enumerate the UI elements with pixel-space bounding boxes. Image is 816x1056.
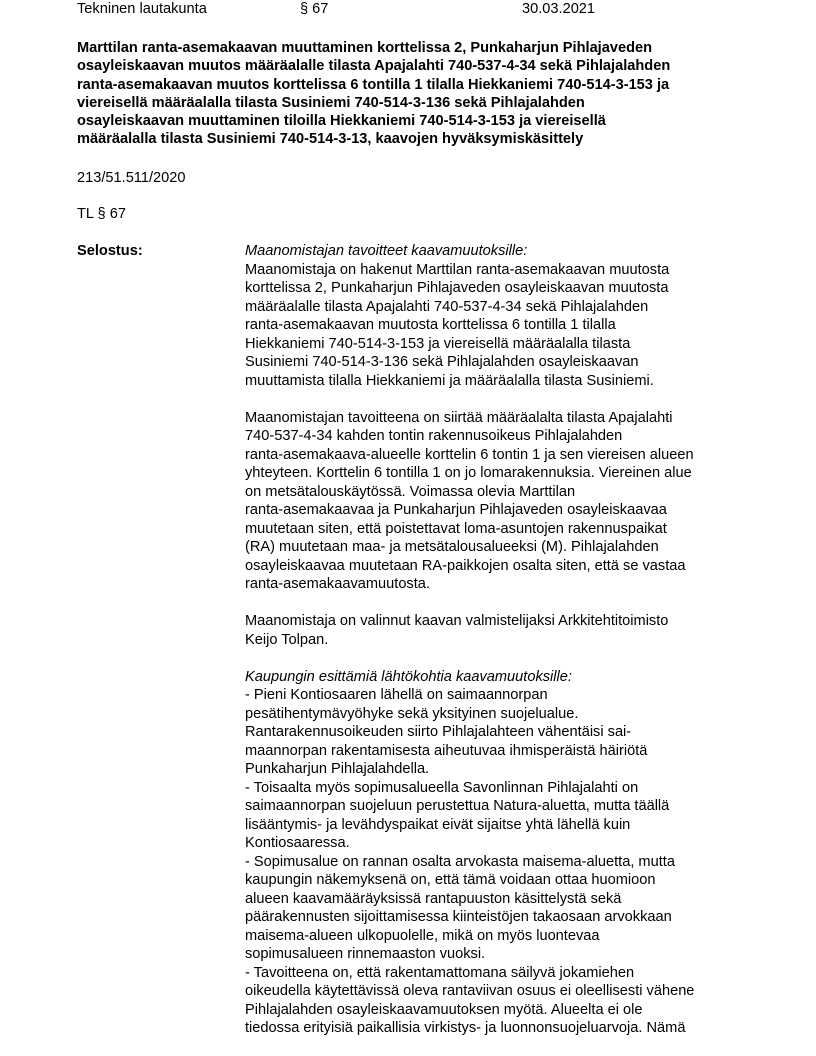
header-section: § 67: [300, 1, 329, 17]
paragraph-spacer: [245, 649, 745, 668]
text-line: Kontiosaaressa.: [245, 835, 350, 851]
text-line: oikeudella käytettävissä oleva rantaviivan osuus ei oleellisesti vähene: [245, 983, 695, 999]
title-line: osayleiskaavan muuttaminen tiloilla Hiekkaniemi 740-514-3-153 ja viereisellä: [77, 113, 606, 130]
title-line: ranta-asemakaavan muutos korttelissa 6 tontilla 1 tilalla Hiekkaniemi 740-514-3-153 ja: [77, 76, 670, 93]
text-line: ranta-asemakaavaa ja Punkaharjun Pihlajaveden osayleiskaavaa: [245, 502, 667, 518]
text-line: Hiekkaniemi 740-514-3-153 ja viereisellä määräalalla tilasta: [245, 335, 631, 352]
title-line: määräalalla tilasta Susiniemi 740-514-3-13, kaavojen hyväksymiskäsittely: [77, 131, 584, 148]
tl-reference: TL § 67: [77, 206, 126, 222]
title-line: viereisellä määräalalla tilasta Susiniemi 740-514-3-136 sekä Pihlajalahden: [77, 94, 585, 111]
header-committee: Tekninen lautakunta: [77, 1, 207, 17]
title-line: osayleiskaavan muutos määräalalle tilasta Apajalahti 740-537-4-34 sekä Pihlajalahden: [77, 58, 671, 75]
text-line: maisema-alueen ulkopuolelle, mikä on myös luontevaa: [245, 927, 600, 944]
text-line: määräalalle tilasta Apajalahti 740-537-4-34 sekä Pihlajalahden: [245, 298, 649, 315]
selostus-body: [245, 242, 745, 1038]
text-line: - Tavoitteena on, että rakentamattomana säilyvä jokamiehen: [245, 964, 635, 981]
text-line: ranta-asemakaavan muutosta korttelissa 6 tontilla 1 tilalla: [245, 317, 616, 333]
text-line: ranta-asemakaavamuutosta.: [245, 576, 430, 592]
text-line: 740-537-4-34 kahden tontin rakennusoikeus Pihlajalahden: [245, 428, 623, 444]
document-title: [77, 39, 757, 149]
text-line: alueen kaavamääräyksissä rantapuuston käsittelystä sekä: [245, 890, 622, 907]
text-line: maannorpan rakentamisesta aiheutuvaa ihmisperäistä häiriötä: [245, 742, 648, 759]
text-line: - Toisaalta myös sopimusalueella Savonlinnan Pihlajalahti on: [245, 779, 639, 796]
paragraph-spacer: [245, 594, 745, 613]
text-line: - Pieni Kontiosaaren lähellä on saimaannorpan: [245, 687, 548, 703]
text-line: kaupungin näkemyksenä on, että tämä voidaan ottaa huomioon: [245, 872, 656, 888]
text-line: on metsätalouskäytössä. Voimassa olevia Marttilan: [245, 483, 576, 500]
text-line: korttelissa 2, Punkaharjun Pihlajaveden osayleiskaavan muutosta: [245, 280, 669, 296]
paragraph-landowner-application: [245, 261, 745, 391]
text-line: osayleiskaavaa muutetaan RA-paikkojen osalta siten, että se vastaa: [245, 557, 686, 574]
text-line: Rantarakennusoikeuden siirto Pihlajalahteen vähentäisi sai-: [245, 724, 632, 740]
text-line: Susiniemi 740-514-3-136 sekä Pihlajalahden osayleiskaavan: [245, 354, 639, 370]
header-date: 30.03.2021: [522, 1, 596, 17]
text-line: Maanomistajan tavoitteena on siirtää määräalalta tilasta Apajalahti: [245, 409, 673, 426]
text-line: (RA) muutetaan maa- ja metsätalousalueeksi (M). Pihlajalahden: [245, 539, 659, 555]
text-line: - Sopimusalue on rannan osalta arvokasta maisema-aluetta, mutta: [245, 853, 675, 870]
paragraph-landowner-objective: [245, 409, 745, 594]
text-line: muutetaan siten, että poistettavat loma-asuntojen rakennuspaikat: [245, 520, 667, 537]
text-line: ranta-asemakaava-alueelle korttelin 6 tontin 1 ja sen viereisen alueen: [245, 446, 694, 463]
text-line: päärakennusten sijoittamisessa kiinteistöjen takaosaan arvokkaan: [245, 909, 672, 925]
paragraph-planner-choice: [245, 612, 745, 649]
text-line: pesätihentymävyöhyke sekä yksityinen suojelualue.: [245, 705, 579, 722]
text-line: Maanomistaja on valinnut kaavan valmistelijaksi Arkkitehtitoimisto: [245, 613, 669, 629]
heading-city-premises: Kaupungin esittämiä lähtökohtia kaavamuutoksille:: [245, 668, 572, 685]
text-line: muuttamista tilalla Hiekkaniemi ja määräalalla tilasta Susiniemi.: [245, 372, 654, 389]
text-line: tiedossa erityisiä paikallisia virkistys- ja luonnonsuojeluarvoja. Nämä: [245, 1020, 686, 1036]
title-line: Marttilan ranta-asemakaavan muuttaminen korttelissa 2, Punkaharjun Pihlajaveden: [77, 40, 653, 56]
text-line: yhteyteen. Korttelin 6 tontilla 1 on jo lomarakennuksia. Viereinen alue: [245, 465, 692, 481]
paragraph-spacer: [245, 390, 745, 409]
text-line: Pihlajalahden osayleiskaavamuutoksen myötä. Alueelta ei ole: [245, 1001, 643, 1018]
selostus-label: Selostus:: [77, 243, 143, 259]
text-line: Maanomistaja on hakenut Marttilan ranta-asemakaavan muutosta: [245, 261, 670, 278]
text-line: Keijo Tolpan.: [245, 631, 329, 648]
text-line: saimaannorpan suojeluun perustettua Natura-aluetta, mutta täällä: [245, 798, 670, 814]
text-line: lisääntymis- ja levähdyspaikat eivät sijaitse yhtä lähellä kuin: [245, 816, 631, 833]
text-line: Punkaharjun Pihlajalahdella.: [245, 761, 430, 777]
text-line: sopimusalueen rinnemaaston vuoksi.: [245, 946, 486, 962]
paragraph-city-premises: [245, 686, 745, 1038]
heading-landowner-goals: Maanomistajan tavoitteet kaavamuutoksille:: [245, 243, 528, 259]
document-number: 213/51.511/2020: [77, 170, 186, 186]
